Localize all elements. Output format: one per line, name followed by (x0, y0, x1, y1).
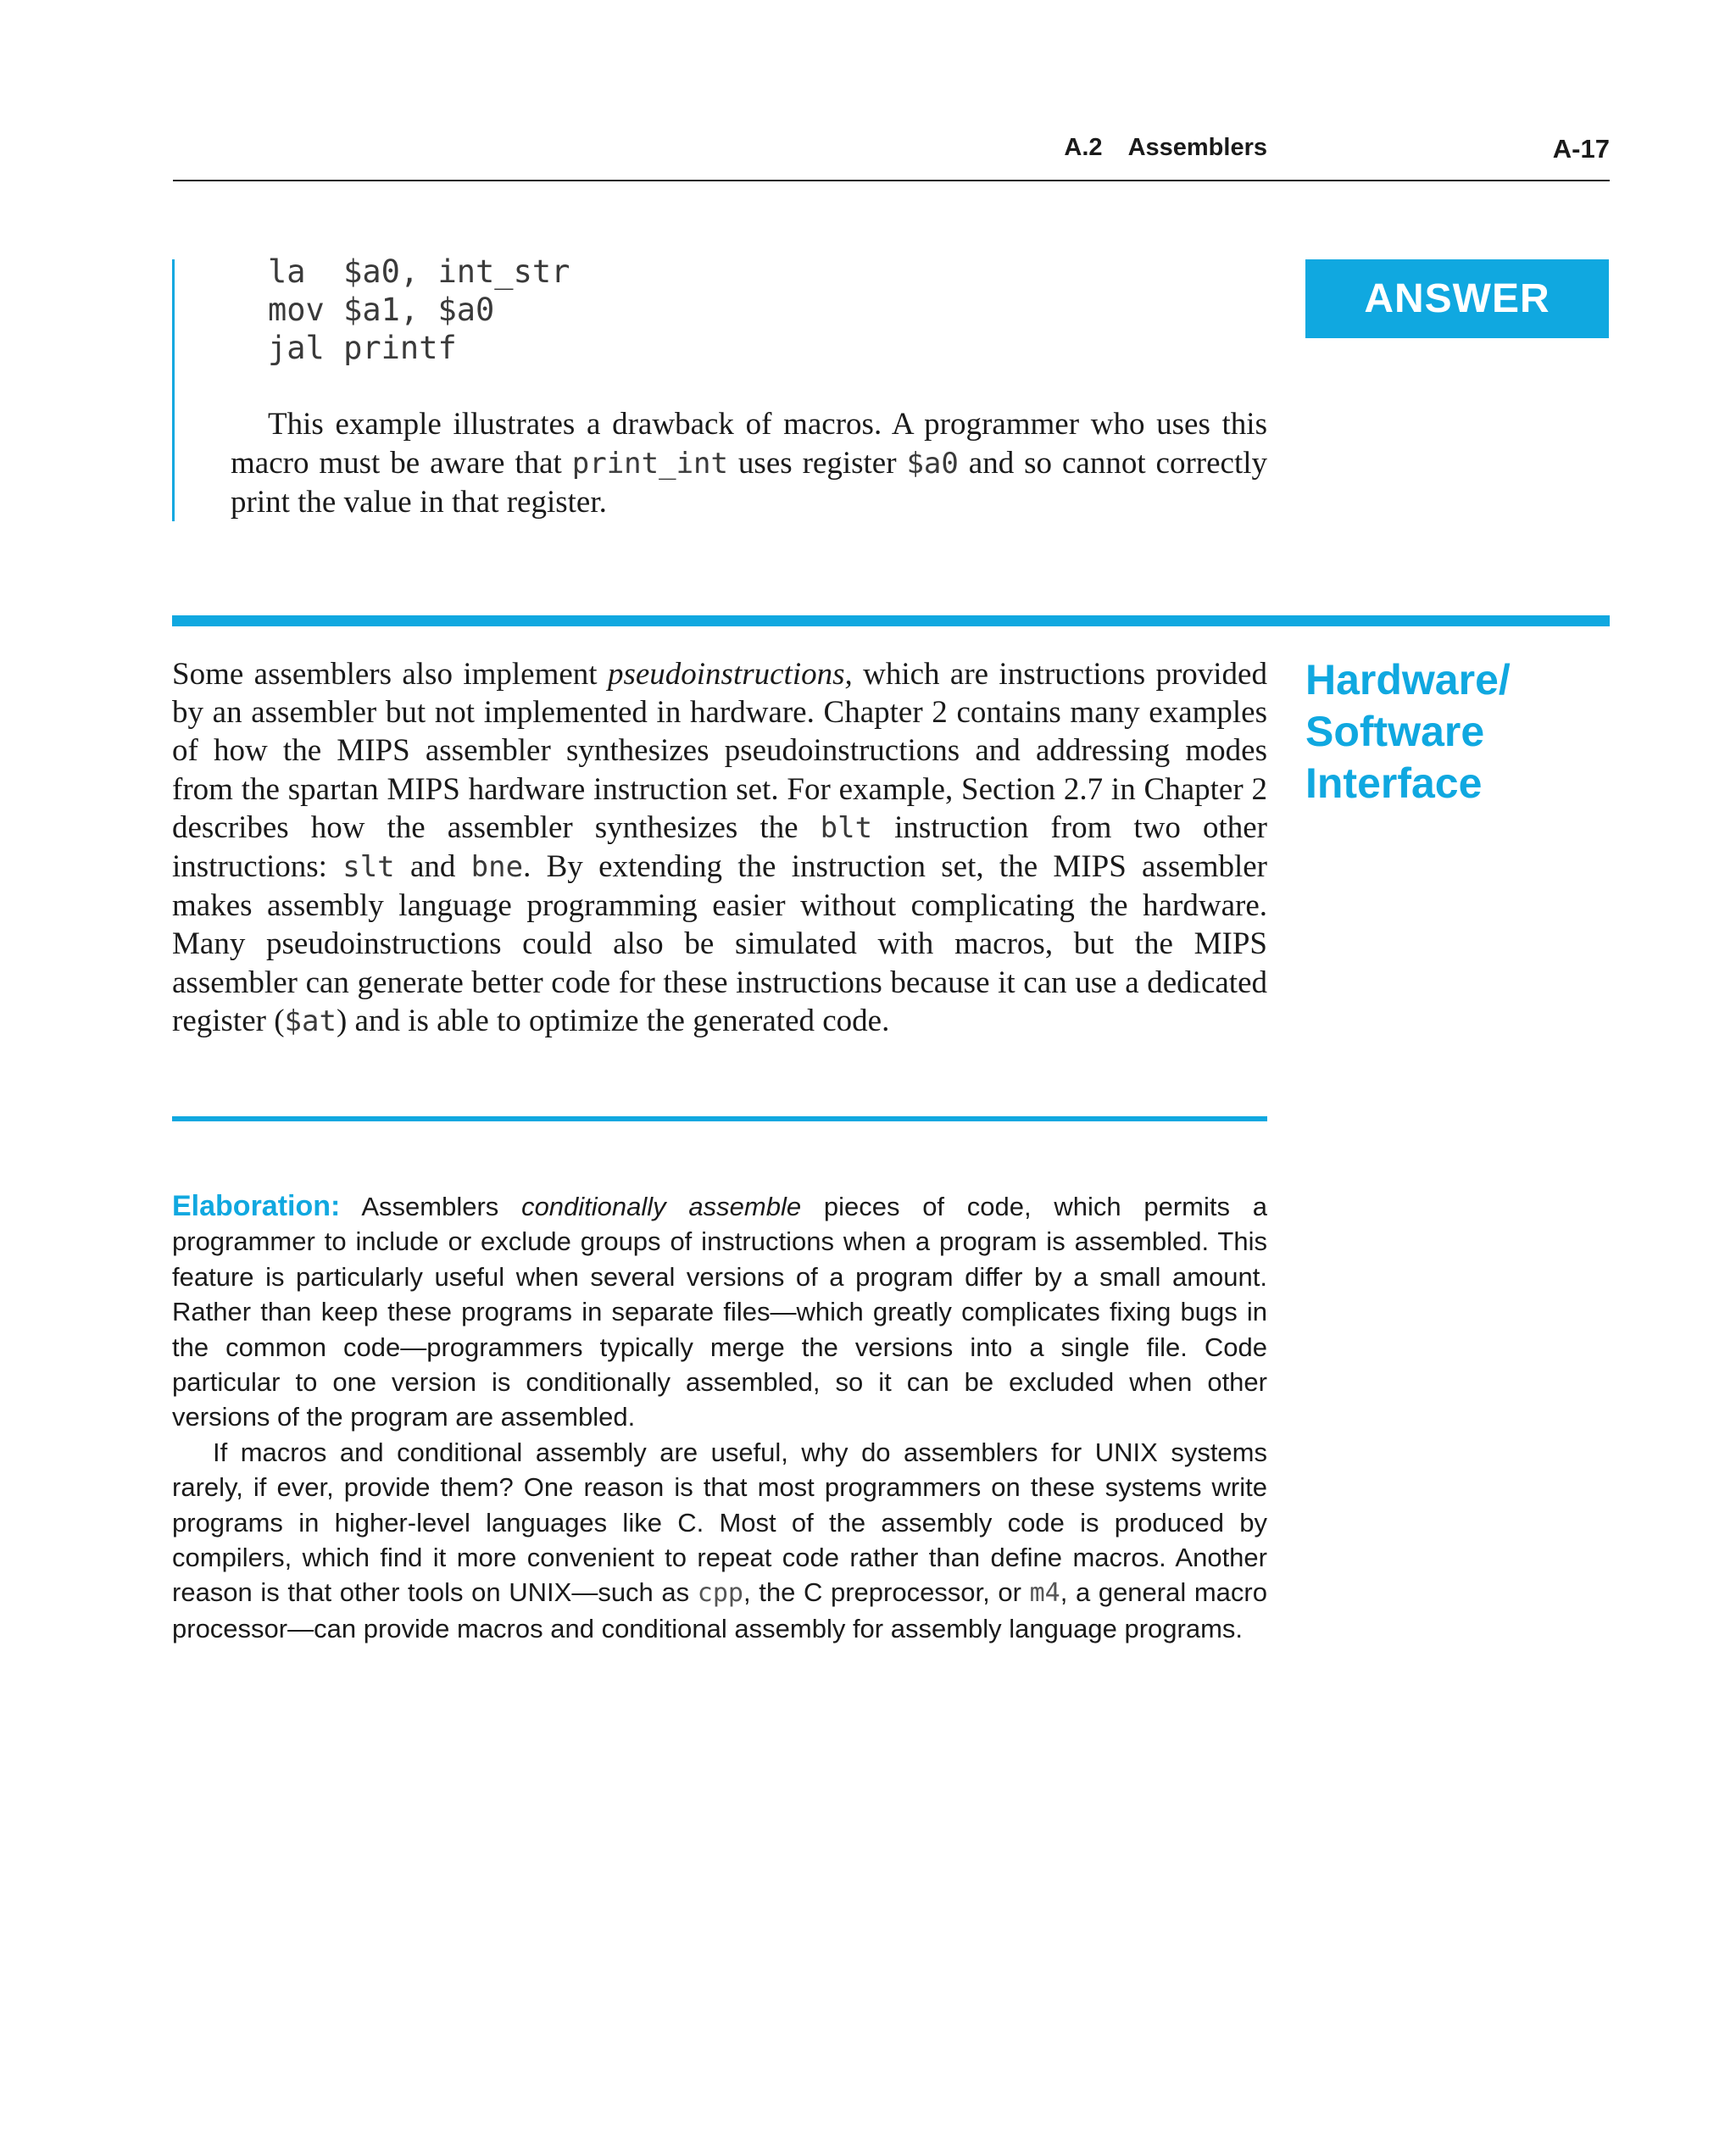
inline-code: blt (820, 810, 873, 845)
text-run: , the C preprocessor, or (743, 1577, 1030, 1608)
header-rule (173, 180, 1610, 181)
elaboration-paragraph (172, 1435, 1267, 1646)
elaboration-paragraph (172, 1189, 1267, 1435)
elaboration (172, 1189, 1267, 1646)
page-number: A-17 (1552, 134, 1610, 164)
italic-term: conditionally assemble (521, 1192, 802, 1221)
italic-term: pseudoinstructions, (607, 657, 853, 692)
inline-code: $at (284, 1004, 337, 1038)
code-block (268, 253, 570, 367)
running-head (1064, 134, 1267, 162)
elaboration-label: Elaboration: (172, 1190, 341, 1222)
code-line: jal printf (268, 330, 457, 366)
inline-code: print_int (571, 446, 728, 481)
text-run: pieces of code, which permits a programmer to include or exclude groups of instructions when a program is assembled. This feature is particularly useful when several versions of a program differ by a small amount. Rather than keep these programs in separate files—which greatly complicates fixing bugs in the common code—programmers typically merge the versions into a single file. Code particular to one version is conditionally assembled, so it can be excluded when other versions of the program are assembled. (172, 1192, 1267, 1432)
inline-code: cpp (697, 1578, 743, 1609)
text-run: ) and is able to optimize the generated code. (336, 1003, 890, 1038)
text-run: . By extending the instruction set, the MIPS assembler makes assembly language programming easier without complicating the hardware. Many pseudoinstructions could also be simulated with macros, but the MIPS assembler can generate better code for these instructions because it can use a dedicated register ( (172, 849, 1267, 1038)
inline-code: bne (470, 850, 524, 885)
section-title: Assemblers (1127, 134, 1267, 161)
text-run: and so cannot correctly print the value in that register. (231, 445, 1267, 520)
hsi-bottom-rule (172, 1116, 1267, 1121)
text-run: and (394, 849, 471, 885)
hsi-paragraph (172, 655, 1267, 1041)
answer-paragraph (231, 405, 1267, 522)
code-line: mov $a1, $a0 (268, 292, 495, 328)
answer-margin-bar (172, 259, 175, 521)
text-run: If macros and conditional assembly are useful, why do assemblers for UNIX systems rarely, if ever, provide them? One reason is that most programmers on these systems write programs in higher-level languages like C. Most of the assembly code is produced by compilers, which find it more convenient to repeat code rather than define macros. Another reason is that other tools on UNIX—such as (172, 1437, 1267, 1608)
hsi-top-rule (172, 615, 1610, 626)
text-run: which are instructions provided by an assembler but not implemented in hardware. Chapter 2 contains many examples of how the MIPS assembler synthesizes pseudoinstructions and addressing modes from the spartan MIPS hardware instruction set. For example, Section 2.7 in Chapter 2 describes how the assembler synthesizes the (172, 657, 1267, 845)
text-run: Assemblers (340, 1192, 522, 1221)
code-line: la $a0, int_str (268, 253, 570, 290)
text-run: This example illustrates a drawback of macros. A programmer who uses this macro must be aware that (231, 407, 1267, 481)
inline-code: m4 (1029, 1578, 1060, 1609)
text-run: uses register (728, 445, 907, 481)
hsi-title: Hardware/ Software Interface (1305, 656, 1511, 807)
text-run: , a general macro processor—can provide macros and conditional assembly for assembly language programs. (172, 1577, 1267, 1643)
inline-code: slt (342, 850, 395, 885)
section-number: A.2 (1064, 134, 1103, 161)
inline-code: $a0 (906, 446, 959, 481)
answer-label: ANSWER (1305, 259, 1609, 338)
text-run: instruction from two other instructions: (172, 809, 1267, 885)
text-run: Some assemblers also implement (172, 657, 608, 692)
page-header (173, 127, 1610, 181)
